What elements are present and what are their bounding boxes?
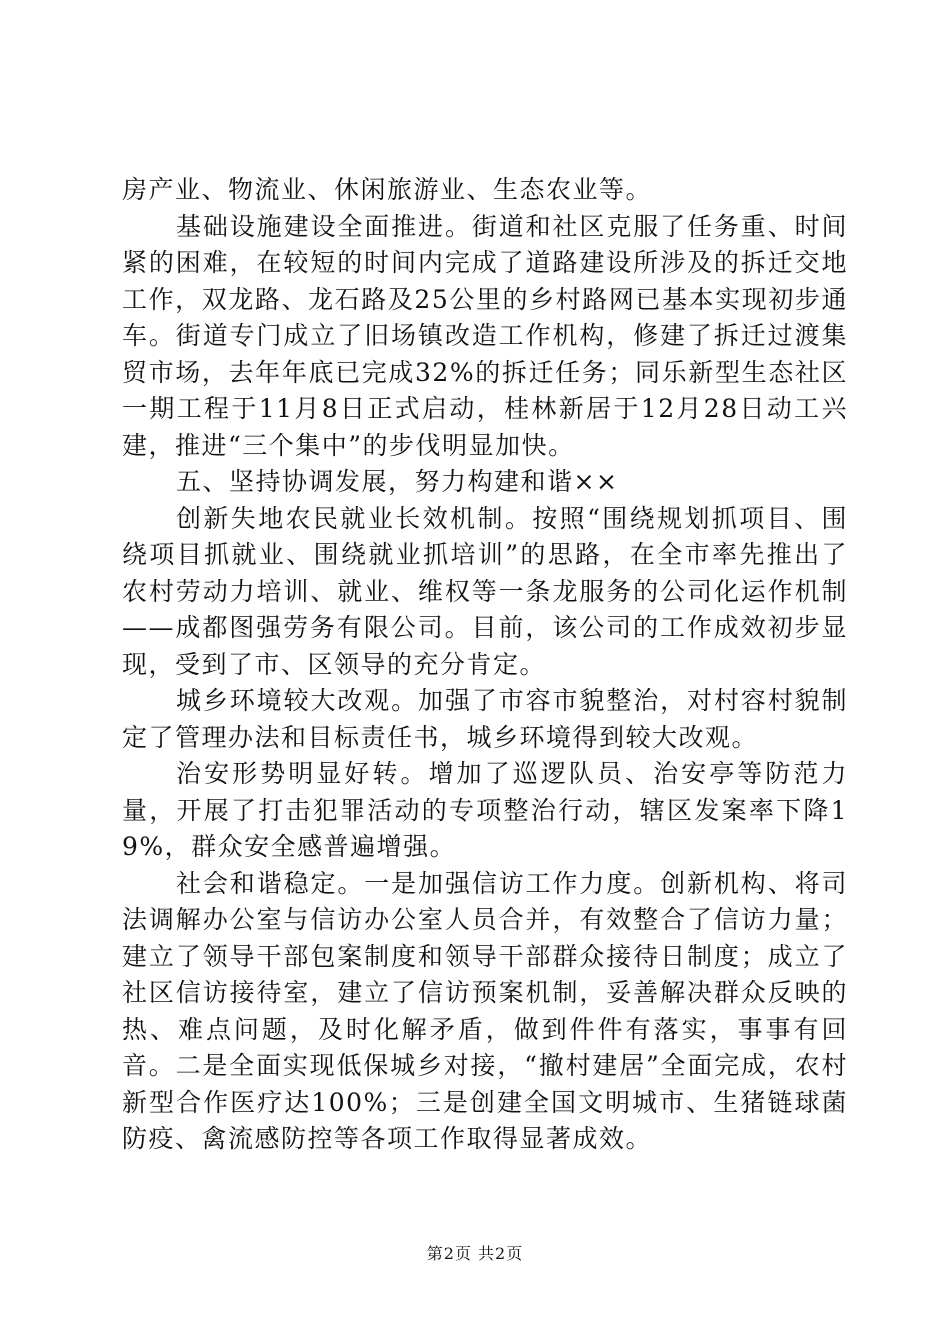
- paragraph-employment-mechanism: 创新失地农民就业长效机制。按照“围绕规划抓项目、围绕项目抓就业、围绕就业抓培训”的思路，在全市率先推出了农村劳动力培训、就业、维权等一条龙服务的公司化运作机制——成都图强劳务有限公司。目前，该公司的工作成效初步显现，受到了市、区领导的充分肯定。: [122, 503, 848, 679]
- paragraph-continuation: 房产业、物流业、休闲旅游业、生态农业等。: [122, 175, 653, 204]
- paragraph-public-security: 治安形势明显好转。增加了巡逻队员、治安亭等防范力量，开展了打击犯罪活动的专项整治行动，辖区发案率下降19%，群众安全感普遍增强。: [122, 759, 848, 861]
- page-number-label: 第2页 共2页: [426, 1244, 524, 1263]
- document-body: [122, 172, 848, 1158]
- paragraph-social-harmony: 社会和谐稳定。一是加强信访工作力度。创新机构、将司法调解办公室与信访办公室人员合并，有效整合了信访力量；建立了领导干部包案制度和领导干部群众接待日制度；成立了社区信访接待室，建立了信访预案机制，妥善解决群众反映的热、难点问题，及时化解矛盾，做到件件有落实，事事有回音。二是全面实现低保城乡对接，“撤村建居”全面完成，农村新型合作医疗达100%；三是创建全国文明城市、生猪链球菌防疫、禽流感防控等各项工作取得显著成效。: [122, 868, 848, 1153]
- paragraph-urban-rural-environment: 城乡环境较大改观。加强了市容市貌整治，对村容村貌制定了管理办法和目标责任书，城乡环境得到较大改观。: [122, 686, 848, 752]
- section-heading-five: 五、坚持协调发展，努力构建和谐××: [176, 467, 619, 496]
- page-footer: [0, 1244, 950, 1264]
- paragraph-infrastructure: 基础设施建设全面推进。街道和社区克服了任务重、时间紧的困难，在较短的时间内完成了道路建设所涉及的拆迁交地工作，双龙路、龙石路及25公里的乡村路网已基本实现初步通车。街道专门成立了旧场镇改造工作机构，修建了拆迁过渡集贸市场，去年年底已完成32%的拆迁任务；同乐新型生态社区一期工程于11月8日正式启动，桂林新居于12月28日动工兴建，推进“三个集中”的步伐明显加快。: [122, 211, 848, 460]
